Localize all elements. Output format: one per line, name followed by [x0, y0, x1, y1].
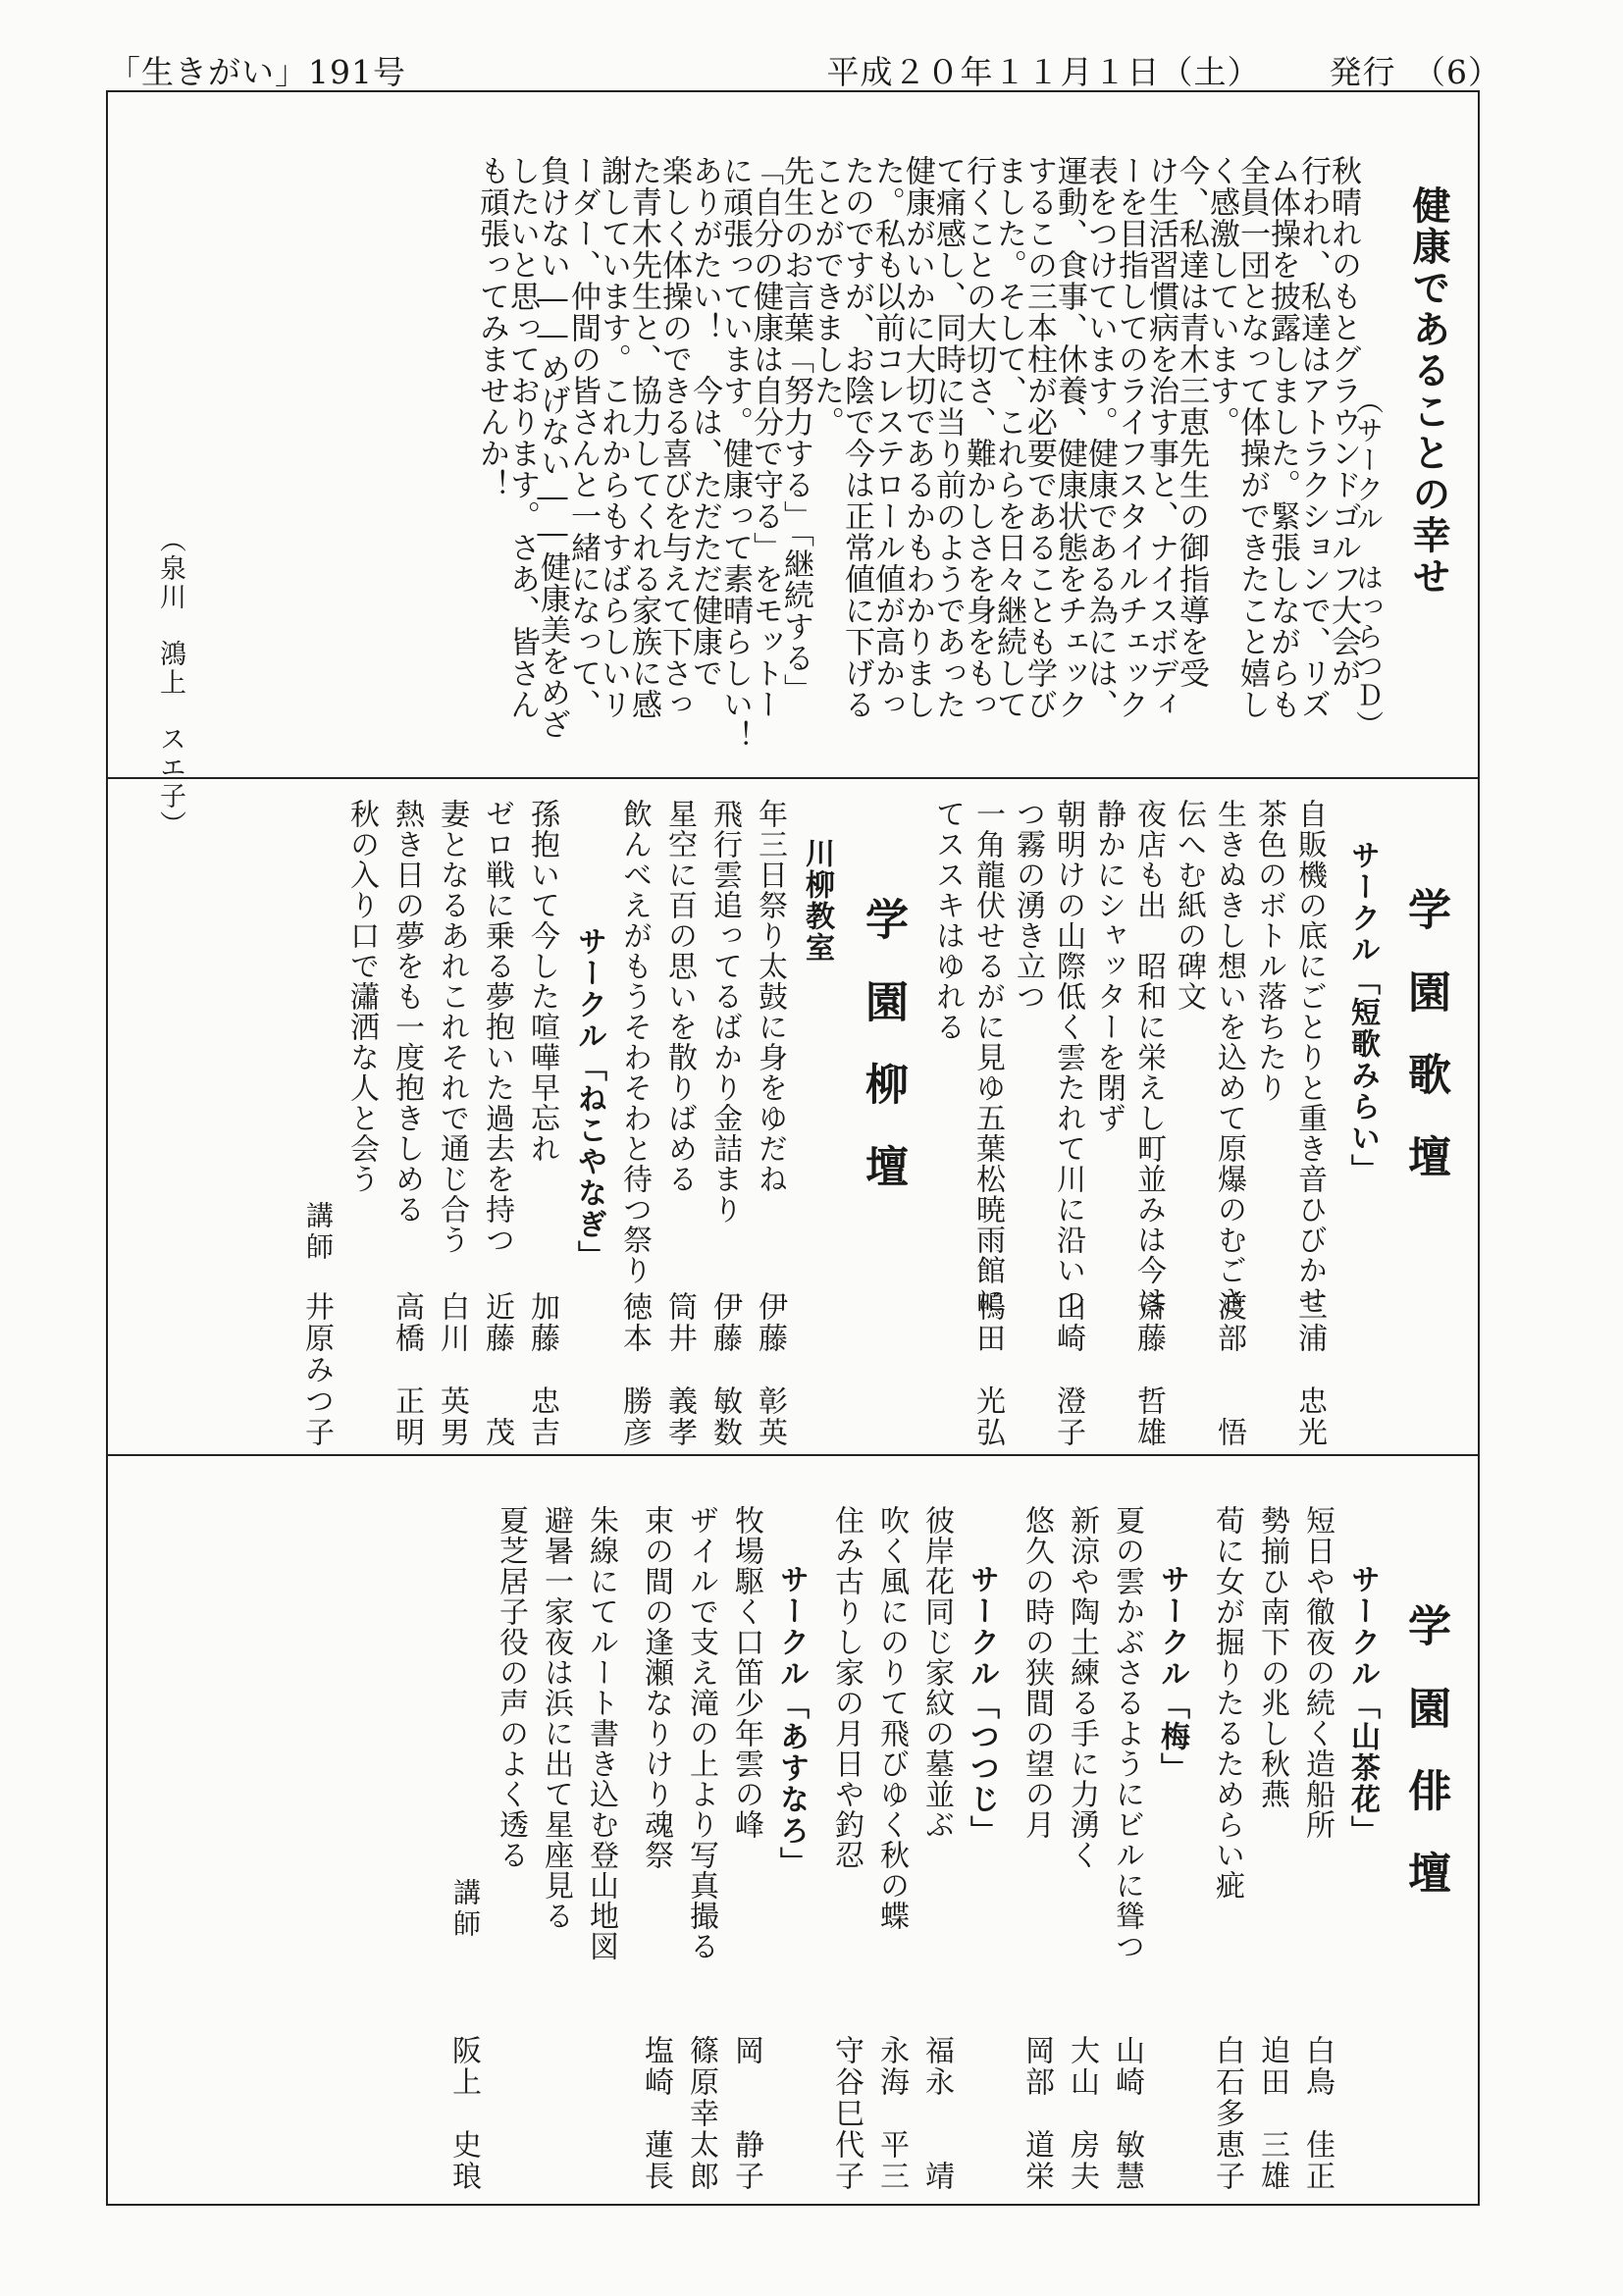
essay-line: 「自分の健康は自分で守る」をモットー: [748, 155, 783, 720]
haiku-7-line: 彼岸花同じ家紋の墓並ぶ: [919, 1505, 954, 1840]
essay-line: た青木先生と、協力してくれる家族に感: [626, 155, 661, 720]
haiku-2-author: 迫田 三雄: [1255, 2035, 1289, 2192]
tanka-2-author: 渡部 悟: [1212, 1291, 1246, 1448]
haiku-teacher-name: 阪上 史琅: [446, 2035, 481, 2192]
senryu-7-line: 妻となるあれこれそれで通じ合う: [435, 799, 469, 1255]
essay-line: た。私も以前コレステロール値が高かっ: [869, 155, 905, 720]
essay-line: ーを目指してのライフスタイルチェック: [1113, 155, 1148, 720]
haiku-2-line: 勢揃ひ南下の兆し秋燕: [1255, 1505, 1289, 1809]
senryu-group2: サークル「ねこやなぎ」: [572, 926, 606, 1272]
tanka-3-author: 斎藤 哲雄: [1131, 1291, 1166, 1448]
haiku-14-line: 避暑一家夜は浜に出て星座見る: [539, 1505, 573, 1931]
senryu-group1: 川柳教室: [800, 838, 834, 964]
senryu-1-author: 伊藤 彰英: [753, 1291, 787, 1448]
haiku-3-line: 荀に女が掘りたるためらい疵: [1210, 1505, 1244, 1901]
essay-body: [474, 155, 1361, 752]
essay-line: 健康がいかに大切であるかもわかりまし: [900, 155, 935, 720]
essay-line: ム体操を披露しました。緊張しながらも: [1265, 155, 1300, 720]
tanka-1-author: 三浦 忠光: [1292, 1291, 1327, 1448]
haiku-13-line: 朱線にてルート書き込む登山地図: [584, 1505, 618, 1961]
essay-line: 今、私達は青木三恵先生の御指導を受: [1174, 155, 1209, 689]
senryu-7-author: 白川 英男: [435, 1291, 469, 1448]
senryu-teacher-label: 講師: [302, 1201, 335, 1264]
tanka-title: 学園歌壇: [1400, 887, 1450, 1217]
senryu-8-line: 熱き日の夢をも一度抱きしめる: [390, 799, 424, 1225]
haiku-4-line: 夏の雲かぶさるようにビルに聳つ: [1110, 1505, 1144, 1961]
tanka-1-line-1: 自販機の底にごとりと重き音ひびかせ: [1292, 799, 1327, 1316]
haiku-circle-1: サークル「山茶花」: [1345, 1564, 1380, 1847]
haiku-12-author: 塩崎 蓮長: [639, 2035, 673, 2192]
senryu-9-author: 井原みつ子: [299, 1291, 334, 1448]
tanka-circle: サークル「短歌みらい」: [1345, 840, 1380, 1185]
essay-author: （泉川 鴻上 スエ子）: [155, 526, 185, 839]
header-right: [827, 47, 1502, 93]
haiku-11-author: 篠原幸太郎: [684, 2035, 718, 2192]
essay-circle: （サークル はっらつＤ）: [1352, 387, 1385, 740]
newsletter-title: 「生きがい」191号: [108, 52, 406, 91]
tanka-5-author: 鴨田 光弘: [970, 1291, 1005, 1448]
senryu-3-line: 星空に百の思いを散りばめる: [662, 799, 697, 1194]
tanka-2-line-2: 伝へむ紙の碑文: [1172, 799, 1206, 1012]
haiku-9-line: 住み古りし家の月日や釣忍: [829, 1505, 864, 1870]
haiku-circle-3: サークル「つつじ」: [965, 1564, 999, 1847]
issue-date: 平成２０年１１月１日（土）: [826, 52, 1261, 91]
haiku-circle-2: サークル「梅」: [1155, 1564, 1189, 1784]
senryu-5-author: 加藤 忠吉: [525, 1291, 559, 1448]
essay-line: たのですが、お陰で今は正常値に下げる: [839, 155, 874, 720]
haiku-7-author: 福永 靖: [919, 2035, 954, 2192]
tanka-3-line-2: 静かにシャッターを閉ず: [1091, 799, 1126, 1133]
essay-line: 秋晴れのもとグラウンドゴルフ大会が: [1326, 155, 1361, 689]
essay-line: て痛感し、同時に当り前のようであった: [930, 155, 966, 720]
senryu-6-author: 近藤 茂: [480, 1291, 514, 1448]
essay-line: 先生のお言葉「努力する」「継続する」: [778, 155, 813, 705]
essay-line: く感激しています。: [1204, 155, 1239, 438]
senryu-8-author: 高橋 正明: [390, 1291, 424, 1448]
page-frame: [106, 90, 1480, 2206]
essay-line: 行くことの大切さ、難かしさを身をもっ: [961, 155, 996, 720]
senryu-4-author: 徳本 勝彦: [617, 1291, 652, 1448]
haiku-11-line: ザイルで支え滝の上より写真撮る: [684, 1505, 718, 1961]
essay-line: も頑張ってみませんか！: [474, 155, 509, 500]
tanka-1-line-2: 茶色のボトル落ちたり: [1252, 799, 1286, 1103]
essay-panel: [108, 92, 1478, 839]
haiku-5-author: 大山 房夫: [1065, 2035, 1099, 2192]
essay-line: ありがたい！ 今は、ただただ健康で: [687, 155, 722, 689]
haiku-5-line: 新涼や陶土練る手に力湧く: [1065, 1505, 1099, 1870]
essay-line: 謝しています。これからもすばらしいリ: [596, 155, 631, 720]
senryu-6-line: ゼロ戦に乗る夢抱いた過去を持つ: [480, 799, 514, 1255]
senryu-title: 学園柳壇: [858, 897, 908, 1226]
senryu-3-author: 筒井 義孝: [662, 1291, 697, 1448]
tanka-5-line-2: てススキはゆれる: [930, 799, 965, 1042]
haiku-circle-4: サークル「あすなろ」: [774, 1564, 809, 1878]
senryu-2-line: 飛行雲追ってるばかり金詰まり: [707, 799, 742, 1225]
haiku-10-line: 牧場駆く口笛少年雲の峰: [729, 1505, 763, 1840]
tanka-4-line-2: つ霧の湧き立つ: [1011, 799, 1045, 1012]
tanka-2-line-1: 生きぬきし想いを込めて原爆のむごさ: [1212, 799, 1246, 1316]
essay-line: 表をつけています。健康である為には、: [1082, 155, 1118, 720]
essay-line: 全員一団となって体操ができたこと嬉し: [1234, 155, 1270, 720]
haiku-4-author: 山崎 敏慧: [1110, 2035, 1144, 2192]
essay-line: け生活習慣病を治す事と、ナイスボディ: [1143, 155, 1178, 720]
tanka-4-line-1: 朝明けの山際低く雲たれて川に沿いつ: [1051, 799, 1085, 1316]
tanka-3-line-1: 夜店も出 昭和に栄えし町並みは今は: [1131, 799, 1166, 1316]
haiku-10-author: 岡 静子: [729, 2035, 763, 2192]
essay-line: 楽しく体操のできる喜びを与えて下さっ: [656, 155, 692, 720]
essay-line: ことができました。: [809, 155, 844, 438]
essay-line: ました。そして、これらを日々継続して: [991, 155, 1026, 720]
essay-line: するこの三本柱が必要であることも学び: [1021, 155, 1057, 720]
senryu-1-line: 年三日祭り太鼓に身をゆだね: [753, 799, 787, 1194]
senryu-4-line: 飲んべえがもうそわそわと待つ祭り: [617, 799, 652, 1285]
haiku-9-author: 守谷巳代子: [829, 2035, 864, 2192]
essay-line: 運動、食事、休養、健康状態をチェック: [1052, 155, 1087, 720]
haiku-15-line: 夏芝居子役の声のよく透る: [494, 1505, 528, 1870]
tanka-senryu-panel: [108, 779, 1478, 1456]
haiku-teacher-label: 講師: [449, 1878, 482, 1941]
haiku-6-author: 岡部 道栄: [1020, 2035, 1054, 2192]
essay-line: 行われ、私達はアトラクションで、リズ: [1295, 155, 1331, 720]
haiku-panel: [108, 1456, 1478, 2204]
haiku-3-author: 白石多恵子: [1210, 2035, 1244, 2192]
senryu-9-line: 秋の入り口で瀟洒な人と会う: [344, 799, 379, 1194]
tanka-5-line-1: 一角龍伏せるがに見ゆ五葉松暁雨館に: [970, 799, 1005, 1316]
haiku-title: 学園俳壇: [1400, 1603, 1450, 1933]
tanka-4-author: 山崎 澄子: [1051, 1291, 1085, 1448]
haiku-12-line: 束の間の逢瀬なりけり魂祭: [639, 1505, 673, 1870]
senryu-5-line: 孫抱いて今した喧嘩早忘れ: [525, 799, 559, 1164]
essay-line: ーダー、仲間の皆さんと一緒になって、: [565, 155, 601, 720]
haiku-1-author: 白鳥 佳正: [1300, 2035, 1335, 2192]
issue-page: 発行 （6）: [1329, 52, 1501, 91]
haiku-1-line: 短日や徹夜の続く造船所: [1300, 1505, 1335, 1840]
essay-title: 健康であることの幸せ: [1406, 185, 1451, 598]
essay-line: 負けない――めげない――健康美をめざ: [535, 155, 570, 740]
essay-line: に頑張っています。健康って素晴らしい！: [717, 155, 753, 752]
senryu-2-author: 伊藤 敏数: [707, 1291, 742, 1448]
haiku-8-line: 吹く風にのりて飛びゆく秋の蝶: [874, 1505, 909, 1931]
essay-line: したいと思っております。さあ、皆さん: [504, 155, 540, 720]
haiku-8-author: 永海 平三: [874, 2035, 909, 2192]
haiku-6-line: 悠久の時の狭間の望の月: [1020, 1505, 1054, 1840]
